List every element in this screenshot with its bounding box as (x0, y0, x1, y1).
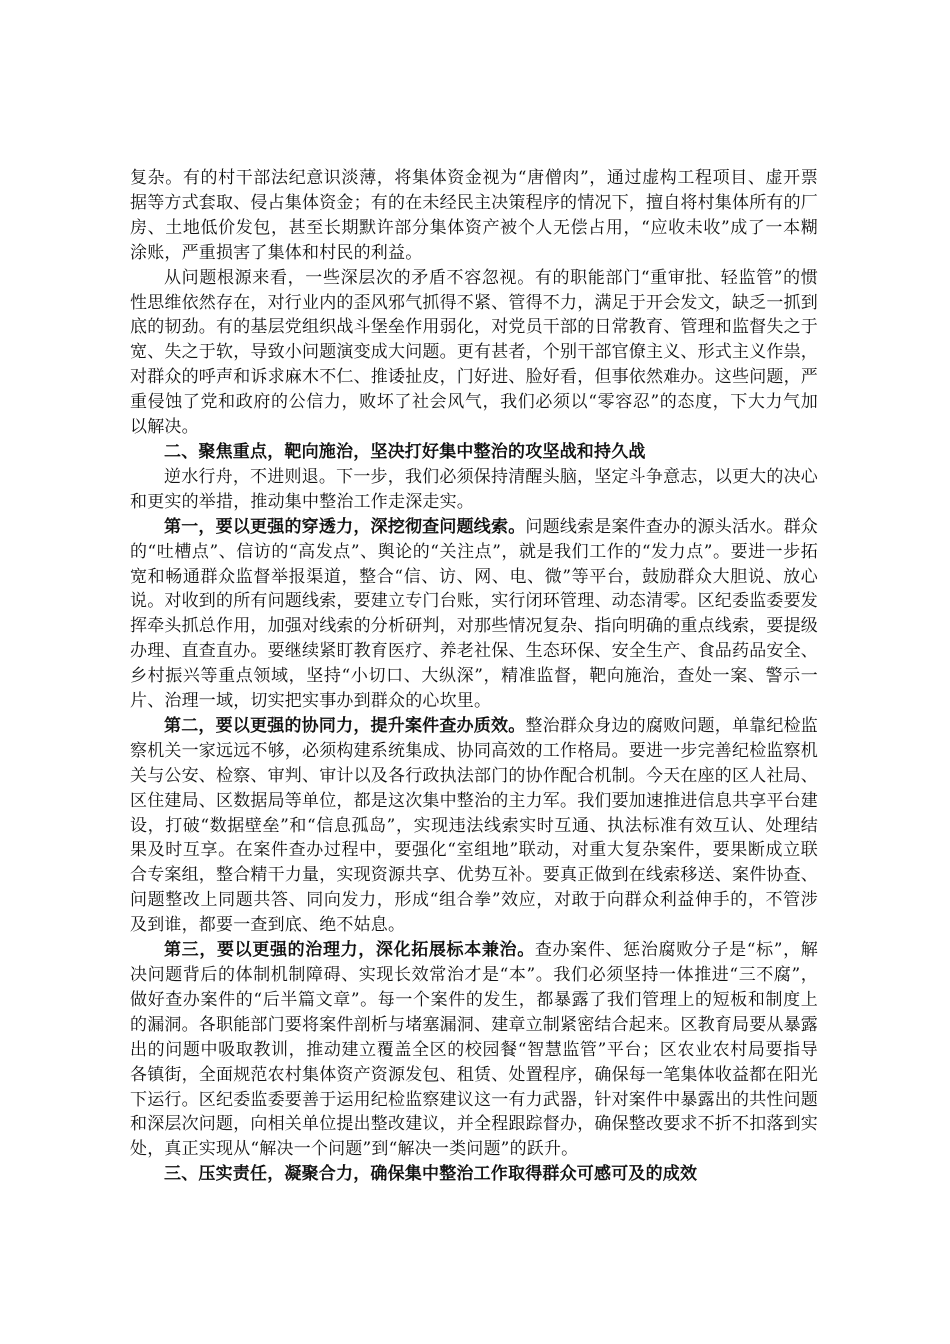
point-three-body: 查办案件、惩治腐败分子是“标”，解决问题背后的体制机制障碍、实现长效常治才是“本”。我们必须坚持一体推进“三不腐”，做好查办案件的“后半篇文章”。每一个案件的发生，都暴露了我们管理上的短板和制度上的漏洞。各职能部门要将案件剖析与堵塞漏洞、建章立制紧密结合起来。区教育局要从暴露出的问题中吸取教训，推动建立覆盖全区的校园餐“智慧监管”平台；区农业农村局要指导各镇街，全面规范农村集体资产资源发包、租赁、处置程序，确保每一笔集体收益都在阳光下运行。区纪委监委要善于运用纪检监察建议这一有力武器，针对案件中暴露出的共性问题和深层次问题，向相关单位提出整改建议，并全程跟踪督办，确保整改要求不折不扣落到实处，真正实现从“解决一个问题”到“解决一类问题”的跃升。 (130, 940, 818, 1160)
section-heading-2: 二、聚焦重点，靶向施治，坚决打好集中整治的攻坚战和持久战 (164, 441, 646, 462)
paragraph-point-three (130, 938, 818, 1162)
point-three-lead: 第三，要以更强的治理力，深化拓展标本兼治。 (164, 940, 535, 961)
paragraph-next-steps: 逆水行舟，不进则退。下一步，我们必须保持清醒头脑，坚定斗争意志，以更大的决心和更实的举措，推动集中整治工作走深走实。 (130, 466, 818, 512)
section-heading-3: 三、压实责任，凝聚合力，确保集中整治工作取得群众可感可及的成效 (164, 1164, 698, 1185)
paragraph-point-two (130, 714, 818, 938)
paragraph-continuation: 复杂。有的村干部法纪意识淡薄，将集体资金视为“唐僧肉”，通过虚构工程项目、虚开票据等方式套取、侵占集体资金；有的在未经民主决策程序的情况下，擅自将村集体所有的厂房、土地低价发包，甚至长期默许部分集体资产被个人无偿占用，“应收未收”成了一本糊涂账，严重损害了集体和村民的利益。 (130, 168, 818, 263)
point-one-body: 问题线索是案件查办的源头活水。群众的“吐槽点”、信访的“高发点”、舆论的“关注点”，就是我们工作的“发力点”。要进一步拓宽和畅通群众监督举报渠道，整合“信、访、网、电、微”等平台，鼓励群众大胆说、放心说。对收到的所有问题线索，要建立专门台账，实行闭环管理、动态清零。区纪委监委要发挥牵头抓总作用，加强对线索的分析研判，对那些情况复杂、指向明确的重点线索，要提级办理、直查直办。要继续紧盯教育医疗、养老社保、生态环保、安全生产、食品药品安全、乡村振兴等重点领域，坚持“小切口、大纵深”，精准监督，靶向施治，查处一案、警示一片、治理一域，切实把实事办到群众的心坎里。 (130, 516, 818, 712)
point-one-lead: 第一，要以更强的穿透力，深挖彻查问题线索。 (164, 516, 526, 537)
paragraph-problem-roots: 从问题根源来看，一些深层次的矛盾不容忽视。有的职能部门“重审批、轻监管”的惯性思维依然存在，对行业内的歪风邪气抓得不紧、管得不力，满足于开会发文，缺乏一抓到底的韧劲。有的基层党组织战斗堡垒作用弱化，对党员干部的日常教育、管理和监督失之于宽、失之于软，导致小问题演变成大问题。更有甚者，个别干部官僚主义、形式主义作祟，对群众的呼声和诉求麻木不仁、推诿扯皮，门好进、脸好看，但事依然难办。这些问题，严重侵蚀了党和政府的公信力，败坏了社会风气，我们必须以“零容忍”的态度，下大力气加以解决。 (130, 267, 818, 438)
point-two-lead: 第二，要以更强的协同力，提升案件查办质效。 (164, 715, 526, 736)
point-two-body: 整治群众身边的腐败问题，单靠纪检监察机关一家远远不够，必须构建系统集成、协同高效的工作格局。要进一步完善纪检监察机关与公安、检察、审判、审计以及各行政执法部门的协作配合机制。今天在座的区人社局、区住建局、区数据局等单位，都是这次集中整治的主力军。我们要加速推进信息共享平台建设，打破“数据壁垒”和“信息孤岛”，实现违法线索实时互通、执法标准有效互认、处理结果及时互享。在案件查办过程中，要强化“室组地”联动，对重大复杂案件，要果断成立联合专案组，整合精干力量，实现资源共享、优势互补。要真正做到在线索移送、案件协查、问题整改上同题共答、同向发力，形成“组合拳”效应，对敢于向群众利益伸手的，不管涉及到谁，都要一查到底、绝不姑息。 (130, 715, 818, 936)
paragraph-point-one (130, 515, 818, 714)
document-body (130, 166, 818, 1187)
